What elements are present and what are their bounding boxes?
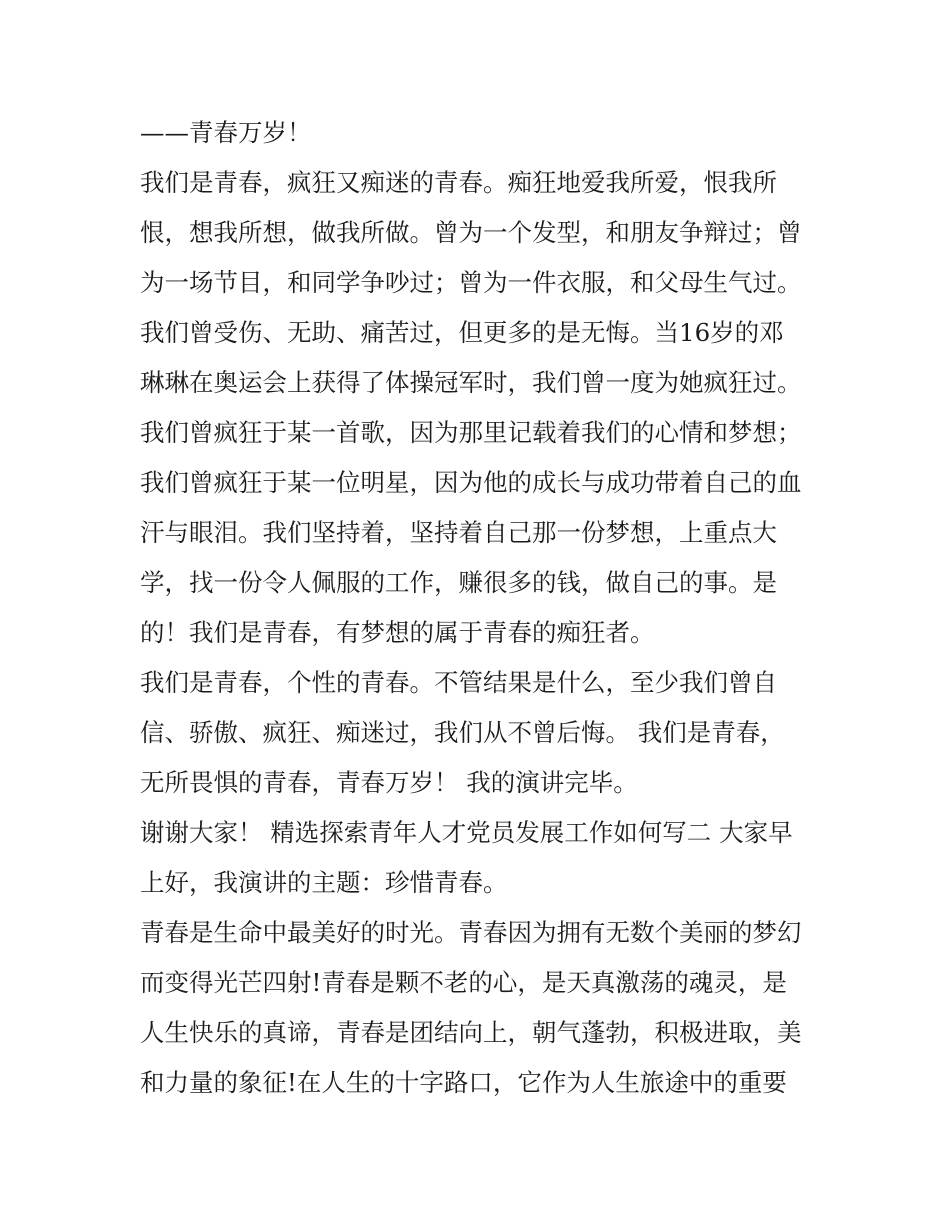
text-line: 学，找一份令人佩服的工作，赚很多的钱，做自己的事。是 <box>140 568 777 597</box>
document-body <box>140 108 820 1108</box>
text-line: 琳琳在奥运会上获得了体操冠军时，我们曾一度为她疯狂过。 <box>140 368 802 397</box>
text-line: 我们是青春，个性的青春。不管结果是什么，至少我们曾自 <box>140 668 777 697</box>
text-line: 而变得光芒四射!青春是颗不老的心，是天真激荡的魂灵，是 <box>140 968 787 997</box>
text-line: 无所畏惧的青春，青春万岁！ 我的演讲完毕。 <box>140 768 638 797</box>
text-line: 人生快乐的真谛，青春是团结向上，朝气蓬勃，积极进取，美 <box>140 1018 802 1047</box>
text-line: 谢谢大家！ 精选探索青年人才党员发展工作如何写二 大家早 <box>140 818 793 847</box>
text-line: 我们曾疯狂于某一位明星，因为他的成长与成功带着自己的血 <box>140 468 802 497</box>
text-line: 和力量的象征!在人生的十字路口，它作为人生旅途中的重要 <box>140 1068 787 1097</box>
text-line: 信、骄傲、疯狂、痴迷过，我们从不曾后悔。 我们是青春， <box>140 718 785 747</box>
text-line: 我们是青春，疯狂又痴迷的青春。痴狂地爱我所爱，恨我所 <box>140 168 777 197</box>
text-line: 上好，我演讲的主题：珍惜青春。 <box>140 868 508 897</box>
text-line: 我们曾受伤、无助、痛苦过，但更多的是无悔。当16岁的邓 <box>140 318 784 347</box>
paragraph-4 <box>140 908 820 1108</box>
text-line: 我们曾疯狂于某一首歌，因为那里记载着我们的心情和梦想； <box>140 418 802 447</box>
paragraph-1 <box>140 158 820 658</box>
text-line: ——青春万岁！ <box>140 118 312 147</box>
text-line: 汗与眼泪。我们坚持着，坚持着自己那一份梦想，上重点大 <box>140 518 777 547</box>
text-line: 为一场节目，和同学争吵过；曾为一件衣服，和父母生气过。 <box>140 268 802 297</box>
text-line: 的！我们是青春，有梦想的属于青春的痴狂者。 <box>140 618 655 647</box>
paragraph-title <box>140 108 820 158</box>
text-line: 青春是生命中最美好的时光。青春因为拥有无数个美丽的梦幻 <box>140 918 802 947</box>
paragraph-3 <box>140 808 820 908</box>
text-line: 恨，想我所想，做我所做。曾为一个发型，和朋友争辩过；曾 <box>140 218 802 247</box>
paragraph-2 <box>140 658 820 808</box>
